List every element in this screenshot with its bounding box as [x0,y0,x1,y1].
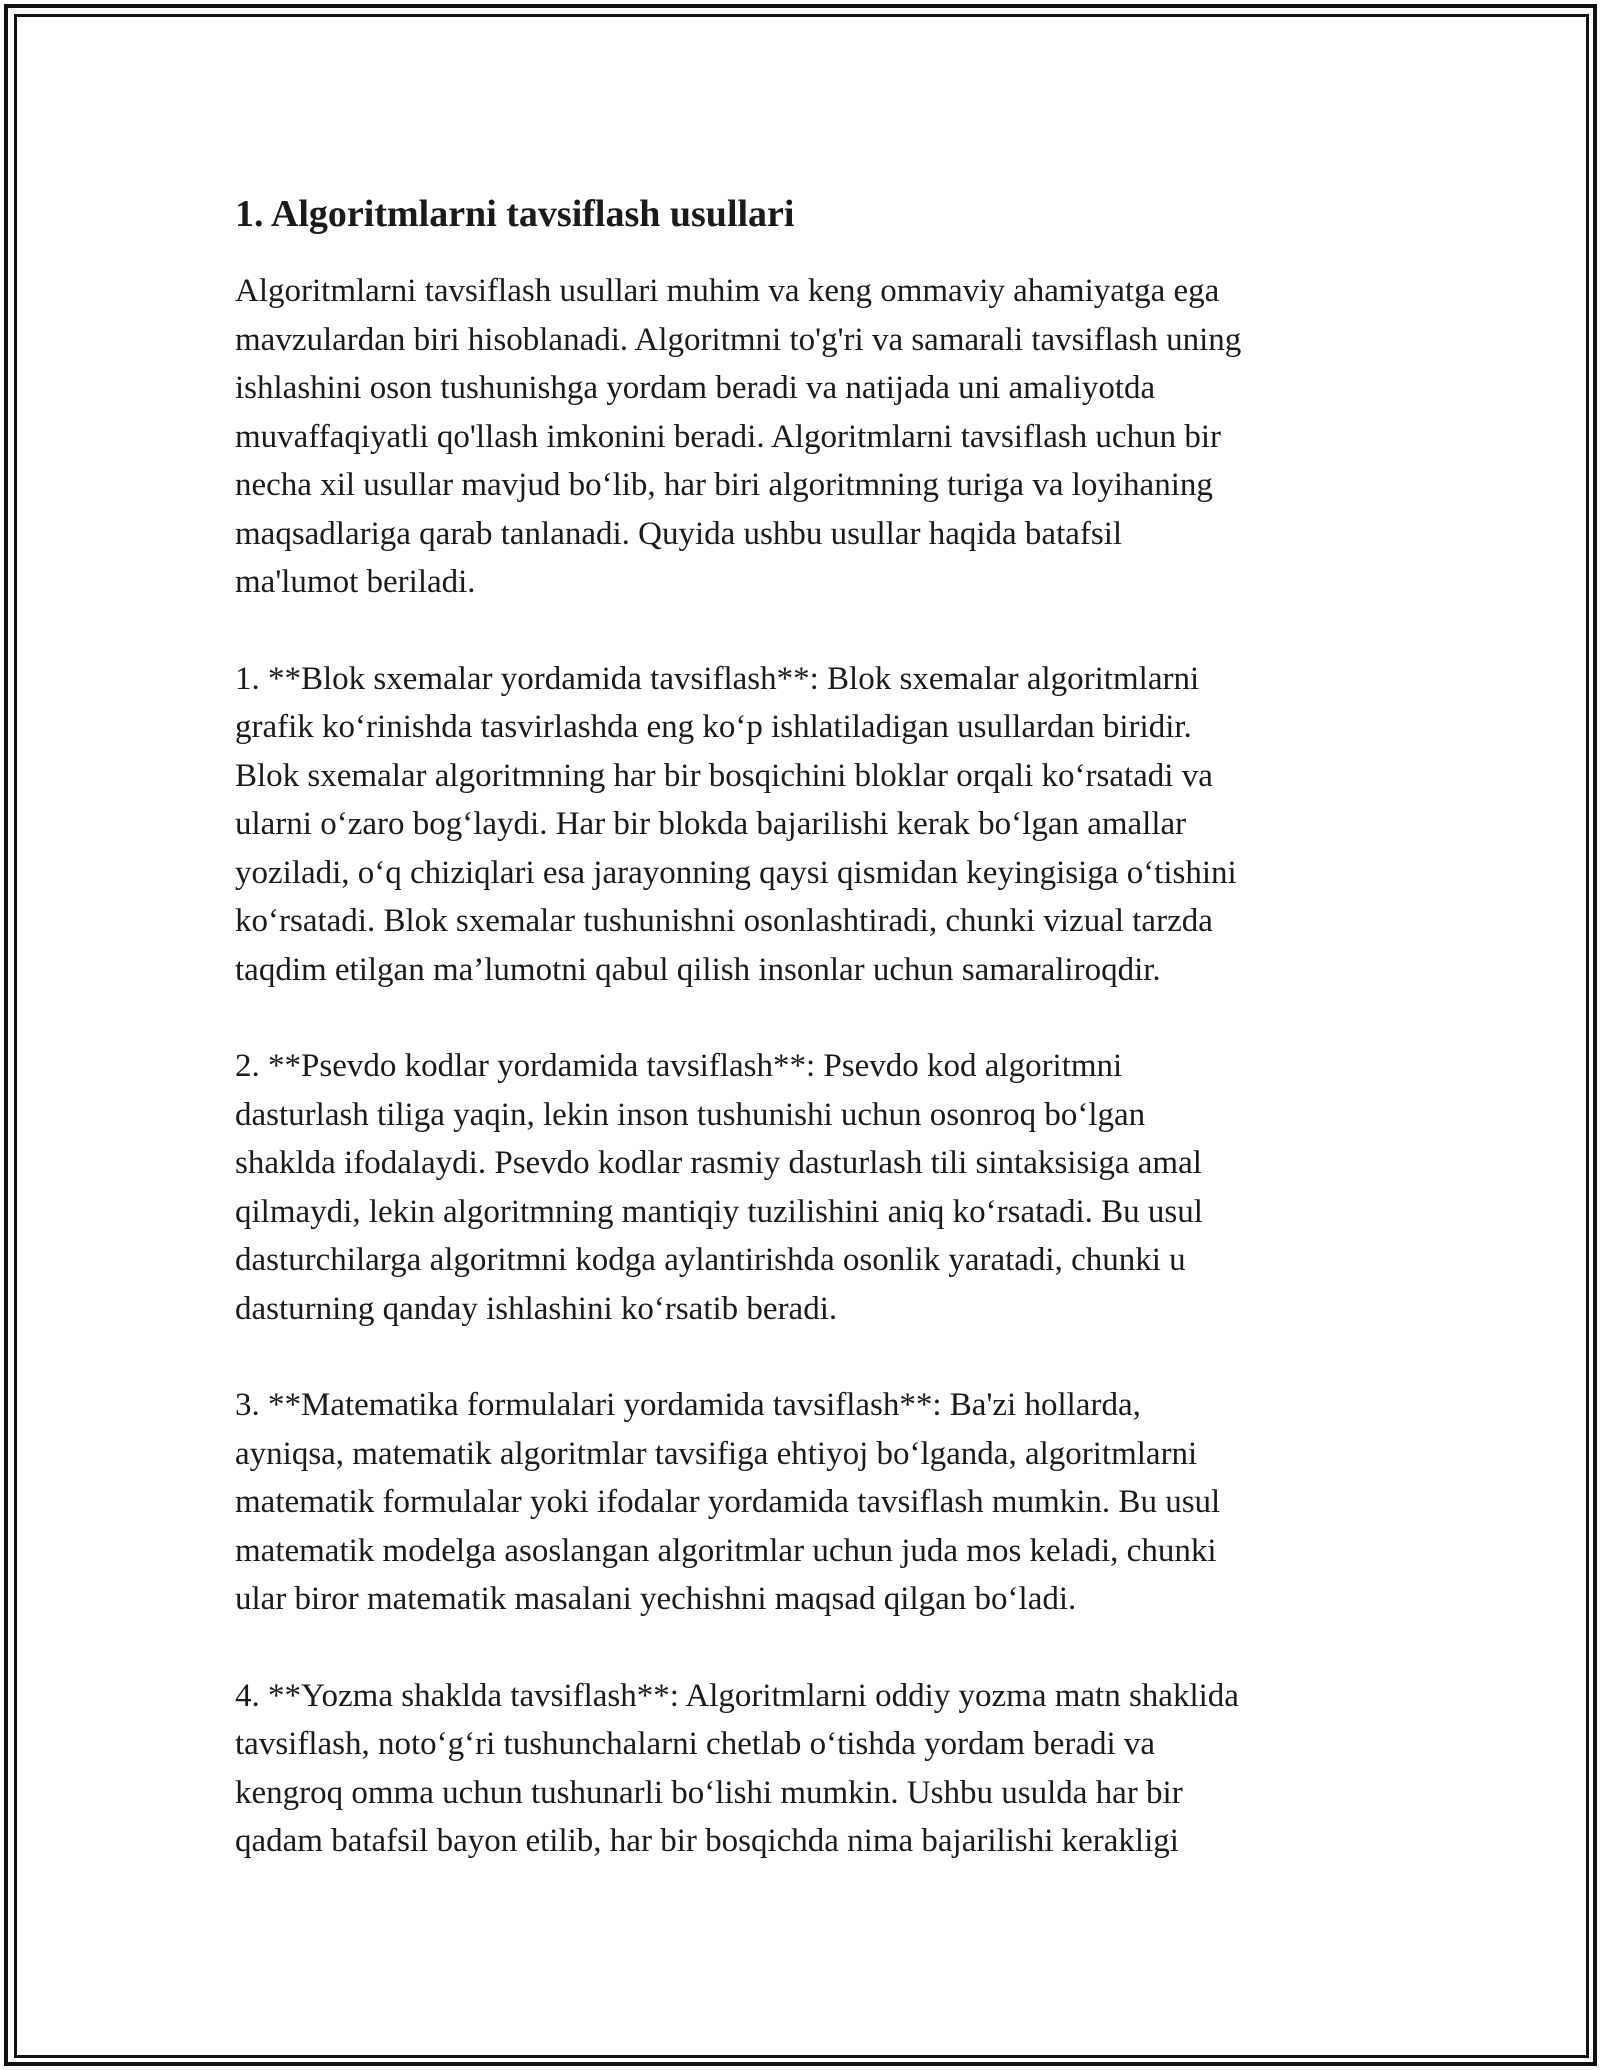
intro-paragraph: Algoritmlarni tavsiflash usullari muhim va keng ommaviy ahamiyatga ega mavzulardan biri hisoblanadi. Algoritmni to'g'ri va samarali tavsiflash uning ishlashini oson tushunishga yordam beradi va natijada uni amaliyotda muvaffaqiyatli qo'llash imkonini beradi. Algoritmlarni tavsiflash uchun bir necha xil usullar mavjud bo‘lib, har biri algoritmning turiga va loyihaning maqsadlariga qarab tanlanadi. Quyida ushbu usullar haqida batafsil ma'lumot beriladi. [235,273,1242,600]
paragraph-block-diagrams: 1. **Blok sxemalar yordamida tavsiflash**: Blok sxemalar algoritmlarni grafik ko‘rinishda tasvirlashda eng ko‘p ishlatiladigan usullardan biridir. Blok sxemalar algoritmning har bir bosqichini bloklar orqali ko‘rsatadi va ularni o‘zaro bog‘laydi. Har bir blokda bajarilishi kerak bo‘lgan amallar yoziladi, o‘q chiziqlari esa jarayonning qaysi qismidan keyingisiga o‘tishini ko‘rsatadi. Blok sxemalar tushunishni osonlashtiradi, chunki vizual tarzda taqdim etilgan ma’lumotni qabul qilish insonlar uchun samaraliroqdir. [235,660,1237,988]
paragraph-pseudocode: 2. **Psevdo kodlar yordamida tavsiflash**: Psevdo kod algoritmni dasturlash tiliga yaqin, lekin inson tushunishi uchun osonroq bo‘lgan shaklda ifodalaydi. Psevdo kodlar rasmiy dasturlash tili sintaksisiga amal qilmaydi, lekin algoritmning mantiqiy tuzilishini aniq ko‘rsatadi. Bu usul dasturchilarga algoritmni kodga aylantirishda osonlik yaratadi, chunki u dasturning qanday ishlashini ko‘rsatib beradi. [235,1048,1203,1327]
document-body [235,185,1365,1914]
section-heading: 1. Algoritmlarni tavsiflash usullari [235,193,795,235]
paragraph-math-formulas: 3. **Matematika formulalari yordamida tavsiflash**: Ba'zi hollarda, ayniqsa, matematik algoritmlar tavsifiga ehtiyoj bo‘lganda, algoritmlarni matematik formulalar yoki ifodalar yordamida tavsiflash mumkin. Bu usul matematik modelga asoslangan algoritmlar uchun juda mos keladi, chunki ular biror matematik masalani yechishni maqsad qilgan bo‘ladi. [235,1387,1221,1617]
paragraph-written-form: 4. **Yozma shaklda tavsiflash**: Algoritmlarni oddiy yozma matn shaklida tavsiflash, noto‘g‘ri tushunchalarni chetlab o‘tishda yordam beradi va kengroq omma uchun tushunarli bo‘lishi mumkin. Ushbu usulda har bir qadam batafsil bayon etilib, har bir bosqichda nima bajarilishi kerakligi [235,1677,1239,1859]
